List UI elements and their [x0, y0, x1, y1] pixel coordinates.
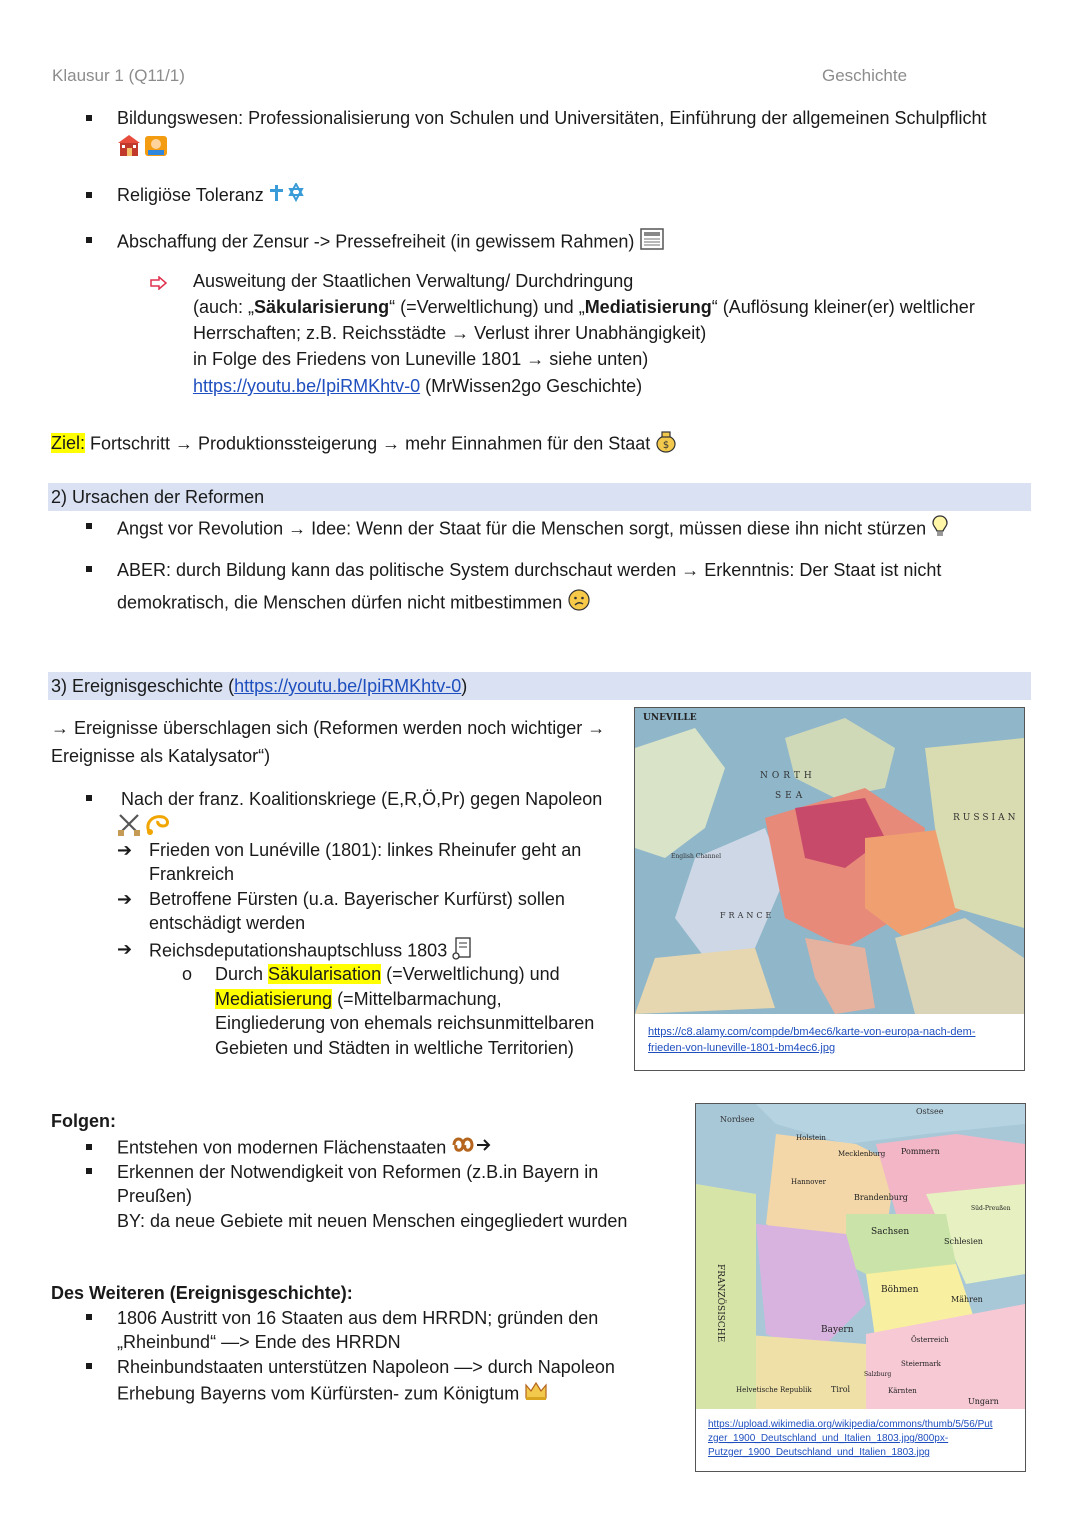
map-label: Hannover [791, 1178, 826, 1186]
text: Durch [215, 964, 269, 984]
arrow-text: Betroffene Fürsten (u.a. Bayerischer Kurfürst) sollen [149, 889, 565, 909]
term-saekularisation: Säkularisation [268, 964, 382, 984]
text: (=Mittelbarmachung, [332, 989, 502, 1009]
text: ) [461, 676, 468, 696]
bullet-text [117, 227, 665, 258]
intro-line: Ereignisse als Katalysator“) [51, 746, 271, 766]
bullet [86, 795, 92, 801]
school-icon [117, 134, 169, 163]
bullet [86, 1168, 92, 1174]
bullet-text [117, 182, 305, 210]
text: (=Verweltlichung) und [381, 964, 560, 984]
term-saekularisierung: Säkularisierung [254, 297, 390, 317]
section-2-title: 2) Ursachen der Reformen [51, 487, 265, 507]
video-link[interactable]: https://youtu.be/IpiRMKhtv-0 [234, 676, 462, 696]
map-label: Salzburg [864, 1371, 892, 1378]
map-label: Ostsee [916, 1107, 944, 1116]
text: (MrWissen2go Geschichte) [420, 376, 643, 396]
sub-line: in Folge des Friedens von Luneville 1801 → siehe unten) [193, 349, 649, 369]
map-label: Pommern [901, 1147, 940, 1156]
bullet-text: Rheinbundstaaten unterstützen Napoleon —> durch Napoleon [117, 1357, 615, 1377]
circle-bullet: o [182, 964, 193, 984]
goal-line [51, 429, 677, 460]
censorship-text: Abschaffung der Zensur -> Pressefreiheit (in gewissem Rahmen) [117, 231, 635, 252]
map-label: English Channel [671, 853, 722, 860]
map-label: Steiermark [901, 1360, 941, 1368]
map-label: Mecklenburg [838, 1150, 886, 1158]
map-label: Bayern [821, 1325, 854, 1335]
map-label: Tirol [831, 1385, 851, 1394]
sub-line: Herrschaften; z.B. Reichsstädte → Verlust ihrer Unabhängigkeit) [193, 323, 707, 343]
text: “ (=Verweltlichung) und „ [389, 297, 585, 317]
text: Erhebung Bayerns vom Kürfürsten- zum Königtum [117, 1383, 520, 1404]
map-2-caption-line[interactable]: https://upload.wikimedia.org/wikipedia/commons/thumb/5/56/Put [708, 1419, 993, 1430]
map-1-caption-line[interactable]: https://c8.alamy.com/compde/bm4ec6/karte-von-europa-nach-dem- [648, 1026, 976, 1038]
map-label: Brandenburg [854, 1193, 908, 1202]
map-label: Süd-Preußen [971, 1205, 1011, 1212]
worried-face-icon [567, 588, 591, 619]
map-label: Nordsee [720, 1115, 755, 1124]
section-3-title [51, 673, 467, 699]
map-label: UNEVILLE [643, 713, 697, 723]
map-label: RUSSIAN [953, 813, 1019, 823]
bullet-text: ABER: durch Bildung kann das politische System durchschaut werden → Erkenntnis: Der Staat ist nicht [117, 560, 942, 580]
sub-line [193, 373, 642, 399]
bullet [86, 1314, 92, 1320]
arrow-outline-icon [150, 274, 168, 295]
bullet-text: Erkennen der Notwendigkeit von Reformen (z.B.in Bayern in [117, 1162, 599, 1182]
text: “ (Auflösung kleiner(er) weltlicher [711, 297, 975, 317]
lightbulb-icon [931, 514, 949, 545]
map-1-caption-line[interactable]: frieden-von-luneville-1801-bm4ec6.jpg [648, 1042, 836, 1054]
sub-text [215, 961, 560, 987]
map-label: Ungarn [968, 1397, 999, 1406]
bullet [86, 1144, 92, 1150]
map-label: Schlesien [944, 1237, 983, 1246]
map-label: Österreich [911, 1336, 949, 1344]
map-label: NORTH [760, 771, 816, 781]
term-mediatisierung: Mediatisierung [584, 297, 712, 317]
bullet-text: 1806 Austritt von 16 Staaten aus dem HRRDN; gründen den [117, 1308, 599, 1328]
text: Entstehen von modernen Flächenstaaten [117, 1137, 447, 1158]
map-label: SEA [775, 791, 807, 801]
header-right: Geschichte [822, 66, 908, 85]
text: (auch: „ [193, 297, 255, 317]
bullet-text [117, 514, 949, 545]
header-left: Klausur 1 (Q11/1) [52, 66, 185, 85]
consequences-title: Folgen: [51, 1111, 116, 1131]
map-2-caption-line[interactable]: zger_1900_Deutschland_und_Italien_1803.jpg/800px- [708, 1433, 949, 1444]
video-link[interactable]: https://youtu.be/IpiRMKhtv-0 [193, 376, 421, 396]
religion-text: Religiöse Toleranz [117, 185, 264, 205]
map-germany-1803 [695, 1103, 1026, 1472]
bullet-text [117, 1380, 548, 1409]
bullet-text: Bildungswesen: Professionalisierung von Schulen und Universitäten, Einführung der allgemeinen Schulpflicht [117, 108, 987, 128]
map-label: Holstein [796, 1134, 826, 1142]
map-europe-1801 [634, 707, 1025, 1071]
goal-text: Fortschritt → Produktionssteigerung → mehr Einnahmen für den Staat [85, 433, 651, 454]
bullet [86, 1363, 92, 1369]
arrow-glyph: ➔ [117, 889, 133, 909]
further-title: Des Weiteren (Ereignisgeschichte): [51, 1283, 353, 1303]
map-label: Helvetische Republik [736, 1386, 812, 1394]
bullet-text: BY: da neue Gebiete mit neuen Menschen eingegliedert wurden [117, 1211, 628, 1231]
bullet [86, 192, 92, 198]
bullet [86, 237, 92, 243]
map-label: FRANCE [720, 911, 775, 920]
bullet-text: „Rheinbund“ —> Ende des HRRDN [117, 1332, 401, 1352]
sub-text [215, 986, 502, 1012]
bullet [86, 523, 92, 529]
bullet-text: Nach der franz. Koalitionskriege (E,R,Ö,Pr) gegen Napoleon [121, 789, 603, 809]
intro-line: → Ereignisse überschlagen sich (Reformen werden noch wichtiger → [51, 718, 606, 738]
arrow-text: entschädigt werden [149, 913, 306, 933]
svg-text:$: $ [663, 440, 670, 451]
arrow-text: Frankreich [149, 864, 235, 884]
bullet [86, 566, 92, 572]
map-2-caption-line[interactable]: Putzger_1900_Deutschland_und_Italien_1803.jpg [708, 1447, 930, 1458]
arrow-glyph: ➔ [117, 939, 133, 959]
sub-line: Ausweitung der Staatlichen Verwaltung/ Durchdringung [193, 271, 634, 291]
newspaper-icon [639, 227, 665, 258]
goal-label: Ziel: [51, 433, 86, 454]
text: Angst vor Revolution → Idee: Wenn der Staat für die Menschen sorgt, müssen diese ihn nicht stürzen [117, 518, 927, 539]
map-label: Sachsen [871, 1227, 910, 1237]
bullet-text [117, 588, 591, 619]
map-label: Böhmen [881, 1285, 919, 1295]
text: Reichsdeputationshauptschluss 1803 [149, 940, 448, 961]
sub-text: Eingliederung von ehemals reichsunmittelbaren [215, 1013, 595, 1033]
text: demokratisch, die Menschen dürfen nicht mitbestimmen [117, 592, 563, 613]
map-label: Mähren [951, 1295, 983, 1304]
bullet-text: Preußen) [117, 1186, 193, 1206]
cross-star-icon [269, 183, 305, 210]
crown-icon [524, 1380, 548, 1409]
arrow-text: Frieden von Lunéville (1801): linkes Rheinufer geht an [149, 840, 582, 860]
map-label: FRANZÖSISCHE [715, 1264, 725, 1343]
money-bag-icon [655, 429, 677, 460]
bullet [86, 115, 92, 121]
text: 3) Ereignisgeschichte ( [51, 676, 235, 696]
sub-text: Gebieten und Städten in weltliche Territorien) [215, 1038, 574, 1058]
sub-line [193, 294, 975, 320]
term-mediatisierung: Mediatisierung [215, 989, 333, 1009]
arrow-glyph: ➔ [117, 840, 133, 860]
map-label: Kärnten [888, 1387, 917, 1395]
